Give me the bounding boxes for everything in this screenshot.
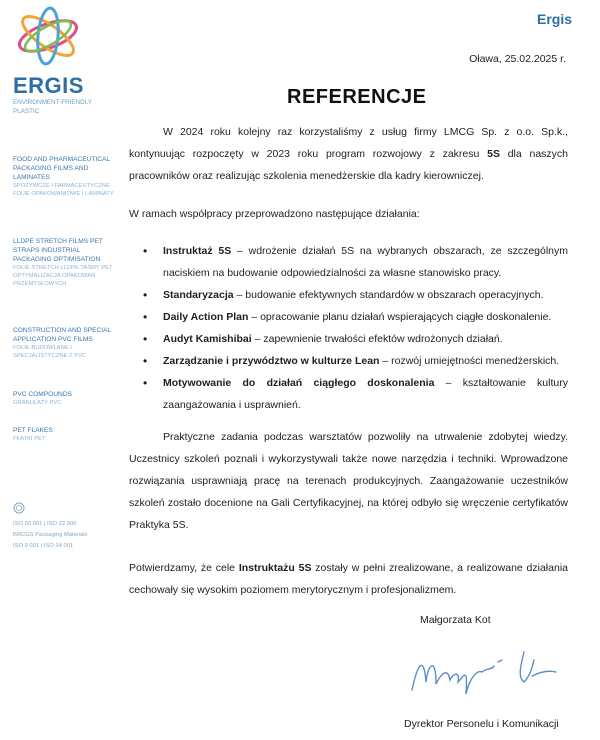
action-text: – kształtowanie kultury zaangażowania i usprawnień. — [163, 377, 568, 411]
sidebar-group-title: FOOD AND PHARMACEUTICAL PACKAGING FILMS AND LAMINATES — [13, 156, 110, 181]
action-title: Daily Action Plan — [163, 311, 249, 323]
intro-text: W 2024 roku kolejny raz korzystaliśmy z usług firmy LMCG Sp. z o.o. Sp.k., kontynuując rozpoczęty w 2023 roku program rozwojowy z zakresu — [129, 126, 568, 160]
certificate-line: BRCGS Packaging Materials — [13, 532, 88, 538]
action-text: – zapewnienie trwałości efektów wdrożonych działań. — [251, 333, 503, 345]
action-text: – budowanie efektywnych standardów w obszarach operacyjnych. — [233, 289, 544, 301]
action-title: Audyt Kamishibai — [163, 333, 252, 345]
sidebar-group-construction — [13, 326, 116, 360]
sidebar-group-title: LLDPE STRETCH FILMS PET STRAPS INDUSTRIAL PACKAGING OPTIMISATION — [13, 238, 103, 263]
sidebar-group-subtitle: FOLIE BUDOWLANE I SPECJALISTYCZNE Z PVC — [13, 345, 87, 359]
practice-paragraph: Praktyczne zadania podczas warsztatów pozwoliły na utrwalenie zdobytej wiedzy. Uczestnicy szkoleń poznali i wykorzystywali także nowe narzędzia i techniki. Wprowadzone rozwiązania usprawniają pracę na terenach produkcyjnych. Zaangażowanie uczestników szkoleń zostało docenione na Gali Certyfikacyjnej, na której odbyło się wręczenie certyfikatów Praktyka 5S. — [129, 431, 568, 531]
sidebar-group-title: CONSTRUCTION AND SPECIAL APPLICATION PVC FILMS — [13, 327, 111, 343]
sidebar-group-pvc — [13, 390, 116, 407]
sidebar-group-title: PVC COMPOUNDS — [13, 391, 72, 398]
action-title: Instruktaż 5S — [163, 245, 232, 257]
action-text: – wdrożenie działań 5S na wybranych obszarach, ze szczególnym naciskiem na budowanie odpowiedzialności za własne stanowisko pracy. — [163, 245, 569, 279]
sidebar-group-subtitle: FOLIE STRETCH LLDPE TAŚMY PET OPTYMALIZACJA OPAKOWAŃ PRZEMYSŁOWYCH — [13, 265, 113, 287]
brand-tagline: ENVIRONMENT-FRIENDLY PLASTIC — [13, 99, 92, 115]
letter-date: Oława, 25.02.2025 r. — [469, 53, 566, 65]
sidebar-group-subtitle: GRANULATY PVC — [13, 400, 62, 406]
sidebar-group-subtitle: SPOŻYWCZE I FARMACEUTYCZNE FOLIE OPAKOWANIOWE I LAMINATY — [13, 183, 114, 197]
list-item — [129, 328, 568, 350]
cooperation-paragraph: W ramach współpracy przeprowadzono następujące działania: — [129, 208, 420, 220]
header-brand: Ergis — [537, 11, 573, 27]
confirmation-bold: Instruktażu 5S — [238, 562, 312, 574]
handwritten-signature — [406, 642, 566, 702]
brand-name: ERGIS — [13, 73, 84, 98]
list-item — [129, 372, 568, 416]
intro-paragraph — [129, 121, 568, 187]
intro-bold: 5S — [487, 148, 500, 160]
action-title: Zarządzanie i przywództwo w kulturze Lean — [163, 355, 380, 367]
list-item — [129, 284, 568, 306]
list-item — [129, 350, 568, 372]
intro-text-end: dla naszych pracowników oraz realizując szkolenia menedżerskie dla kadry kierowniczej. — [129, 148, 568, 182]
ergis-logo-icon — [8, 4, 88, 72]
certificate-line: ISO 50 001 | ISO 22 000 — [13, 521, 77, 527]
sidebar-group-subtitle: PŁATKI PET — [13, 436, 46, 442]
sidebar-group-pet — [13, 426, 116, 443]
sidebar-group-stretch — [13, 237, 116, 288]
letter-title: REFERENCJE — [287, 86, 427, 108]
actions-list — [129, 240, 568, 416]
list-item — [129, 240, 568, 284]
signer-name: Małgorzata Kot — [420, 614, 491, 626]
signer-role: Dyrektor Personelu i Komunikacji — [404, 718, 559, 730]
action-title: Standaryzacja — [163, 289, 234, 301]
confirmation-text: Potwierdzamy, że cele — [129, 562, 239, 574]
list-item — [129, 306, 568, 328]
action-text: – rozwój umiejętności menedżerskich. — [379, 355, 560, 367]
seal-icon — [13, 502, 25, 514]
certificate-line: ISO 9 001 | ISO 14 001 — [13, 543, 74, 549]
action-text: – opracowanie planu działań wspierających ciągłe doskonalenie. — [248, 311, 552, 323]
sidebar-group-food — [13, 155, 116, 198]
confirmation-text-end: zostały w pełni zrealizowane, a realizowane działania cechowały się wysokim poziomem merytorycznym i profesjonalizmem. — [129, 562, 568, 596]
sidebar-group-title: PET FLAKES — [13, 427, 53, 434]
company-sidebar — [0, 0, 118, 740]
confirmation-paragraph — [129, 557, 568, 601]
action-title: Motywowanie do działań ciągłego doskonalenia — [163, 377, 435, 389]
